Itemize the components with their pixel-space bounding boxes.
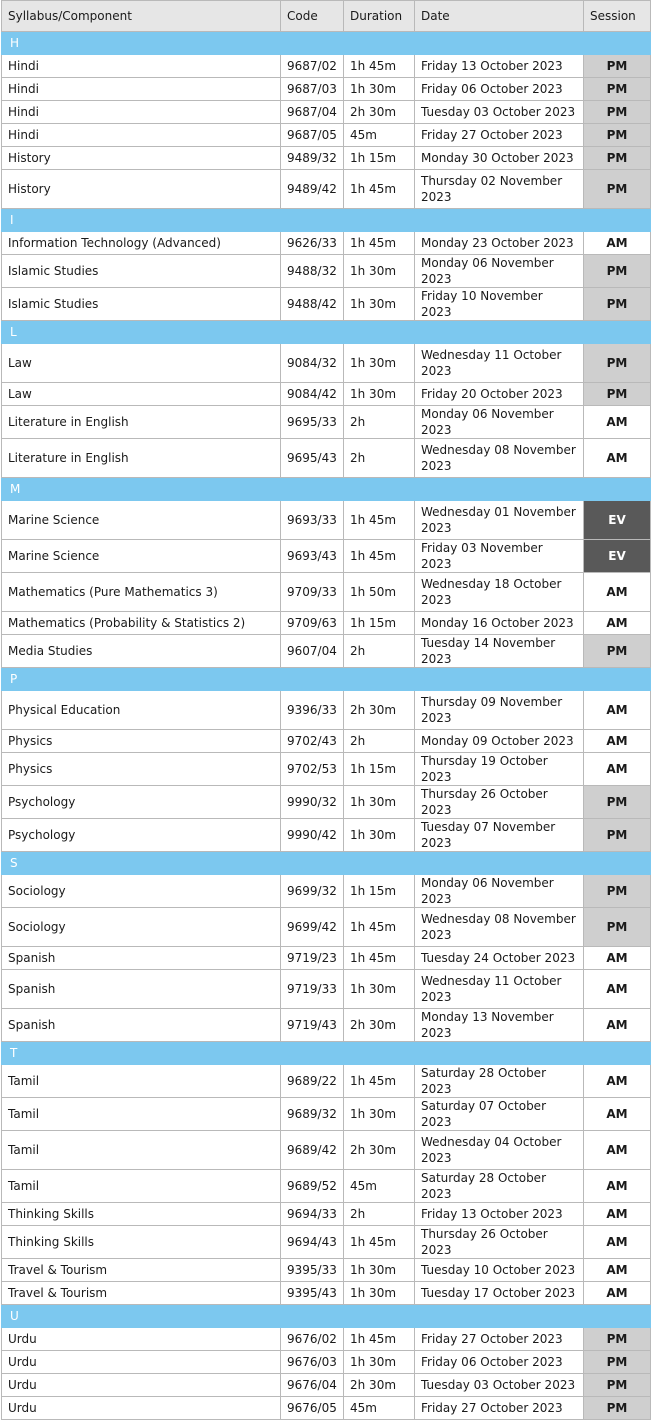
table-row [2,1009,651,1042]
code-cell: 9676/04 [281,1374,344,1397]
date-cell: Saturday 07 October 2023 [415,1098,584,1131]
session-badge: AM [584,439,651,478]
duration-cell: 1h 45m [344,1226,415,1259]
table-row [2,255,651,288]
table-row [2,786,651,819]
table-row [2,573,651,612]
date-cell: Tuesday 24 October 2023 [415,947,584,970]
session-badge: AM [584,1009,651,1042]
table-row [2,1259,651,1282]
duration-cell: 1h 30m [344,819,415,852]
date-cell: Monday 13 November 2023 [415,1009,584,1042]
table-row [2,730,651,753]
section-header-m [2,478,651,501]
date-cell: Tuesday 03 October 2023 [415,1374,584,1397]
duration-cell: 1h 45m [344,947,415,970]
syllabus-cell: Sociology [2,908,281,947]
session-badge: PM [584,124,651,147]
session-badge: PM [584,1374,651,1397]
session-badge: AM [584,1282,651,1305]
date-cell: Thursday 02 November 2023 [415,170,584,209]
section-letter: P [2,668,651,691]
duration-cell: 1h 45m [344,170,415,209]
code-cell: 9084/32 [281,344,344,383]
duration-cell: 45m [344,1170,415,1203]
syllabus-cell: Thinking Skills [2,1203,281,1226]
section-letter: I [2,209,651,232]
code-cell: 9687/05 [281,124,344,147]
table-row [2,1351,651,1374]
code-cell: 9693/43 [281,540,344,573]
date-cell: Monday 06 November 2023 [415,875,584,908]
header-session: Session [584,1,651,32]
syllabus-cell: Mathematics (Pure Mathematics 3) [2,573,281,612]
duration-cell: 45m [344,124,415,147]
session-badge: AM [584,970,651,1009]
table-row [2,1226,651,1259]
session-badge: PM [584,908,651,947]
syllabus-cell: Hindi [2,55,281,78]
date-cell: Wednesday 08 November 2023 [415,908,584,947]
section-letter: S [2,852,651,875]
code-cell: 9687/02 [281,55,344,78]
date-cell: Saturday 28 October 2023 [415,1170,584,1203]
syllabus-cell: Tamil [2,1098,281,1131]
session-badge: PM [584,344,651,383]
syllabus-cell: Tamil [2,1065,281,1098]
table-row [2,908,651,947]
date-cell: Saturday 28 October 2023 [415,1065,584,1098]
date-cell: Wednesday 08 November 2023 [415,439,584,478]
code-cell: 9719/43 [281,1009,344,1042]
table-row [2,612,651,635]
duration-cell: 1h 30m [344,1351,415,1374]
date-cell: Wednesday 04 October 2023 [415,1131,584,1170]
session-badge: PM [584,78,651,101]
session-badge: AM [584,1065,651,1098]
duration-cell: 1h 30m [344,255,415,288]
syllabus-cell: Spanish [2,1009,281,1042]
header-duration: Duration [344,1,415,32]
syllabus-cell: Travel & Tourism [2,1259,281,1282]
table-row [2,1397,651,1420]
table-row [2,1170,651,1203]
date-cell: Monday 09 October 2023 [415,730,584,753]
syllabus-cell: Urdu [2,1374,281,1397]
session-badge: PM [584,819,651,852]
session-badge: PM [584,170,651,209]
code-cell: 9395/33 [281,1259,344,1282]
code-cell: 9488/42 [281,288,344,321]
duration-cell: 1h 30m [344,78,415,101]
duration-cell: 1h 15m [344,753,415,786]
session-badge: PM [584,1351,651,1374]
code-cell: 9687/04 [281,101,344,124]
syllabus-cell: Psychology [2,786,281,819]
code-cell: 9689/22 [281,1065,344,1098]
date-cell: Friday 03 November 2023 [415,540,584,573]
date-cell: Thursday 19 October 2023 [415,753,584,786]
syllabus-cell: Urdu [2,1397,281,1420]
table-row [2,344,651,383]
code-cell: 9709/63 [281,612,344,635]
syllabus-cell: Islamic Studies [2,255,281,288]
date-cell: Friday 27 October 2023 [415,124,584,147]
table-row [2,1374,651,1397]
section-letter: M [2,478,651,501]
syllabus-cell: Mathematics (Probability & Statistics 2) [2,612,281,635]
syllabus-cell: Information Technology (Advanced) [2,232,281,255]
syllabus-cell: Law [2,383,281,406]
date-cell: Wednesday 11 October 2023 [415,344,584,383]
syllabus-cell: Physics [2,730,281,753]
code-cell: 9676/05 [281,1397,344,1420]
section-header-t [2,1042,651,1065]
duration-cell: 2h 30m [344,101,415,124]
session-badge: PM [584,288,651,321]
session-badge: PM [584,101,651,124]
duration-cell: 1h 30m [344,383,415,406]
syllabus-cell: Hindi [2,101,281,124]
date-cell: Friday 13 October 2023 [415,55,584,78]
code-cell: 9709/33 [281,573,344,612]
code-cell: 9488/32 [281,255,344,288]
syllabus-cell: Literature in English [2,406,281,439]
session-badge: AM [584,1203,651,1226]
syllabus-cell: Media Studies [2,635,281,668]
session-badge: PM [584,147,651,170]
date-cell: Tuesday 10 October 2023 [415,1259,584,1282]
table-row [2,1098,651,1131]
code-cell: 9693/33 [281,501,344,540]
table-row [2,288,651,321]
date-cell: Tuesday 03 October 2023 [415,101,584,124]
duration-cell: 1h 30m [344,970,415,1009]
session-badge: AM [584,1170,651,1203]
table-row [2,101,651,124]
syllabus-cell: Urdu [2,1328,281,1351]
session-badge: EV [584,540,651,573]
date-cell: Thursday 26 October 2023 [415,1226,584,1259]
code-cell: 9695/43 [281,439,344,478]
code-cell: 9689/42 [281,1131,344,1170]
header-syllabus: Syllabus/Component [2,1,281,32]
date-cell: Friday 20 October 2023 [415,383,584,406]
code-cell: 9990/42 [281,819,344,852]
syllabus-cell: Urdu [2,1351,281,1374]
session-badge: PM [584,635,651,668]
duration-cell: 2h 30m [344,1009,415,1042]
session-badge: PM [584,786,651,819]
code-cell: 9689/32 [281,1098,344,1131]
code-cell: 9702/43 [281,730,344,753]
code-cell: 9626/33 [281,232,344,255]
section-header-l [2,321,651,344]
date-cell: Friday 06 October 2023 [415,78,584,101]
code-cell: 9990/32 [281,786,344,819]
duration-cell: 1h 30m [344,288,415,321]
table-row [2,819,651,852]
duration-cell: 2h 30m [344,1131,415,1170]
session-badge: AM [584,573,651,612]
header-code: Code [281,1,344,32]
syllabus-cell: History [2,147,281,170]
syllabus-cell: Spanish [2,947,281,970]
duration-cell: 1h 30m [344,1098,415,1131]
duration-cell: 1h 15m [344,612,415,635]
header-row [2,1,651,32]
date-cell: Friday 27 October 2023 [415,1397,584,1420]
duration-cell: 2h [344,635,415,668]
code-cell: 9719/33 [281,970,344,1009]
duration-cell: 1h 45m [344,540,415,573]
code-cell: 9396/33 [281,691,344,730]
code-cell: 9719/23 [281,947,344,970]
table-row [2,540,651,573]
table-row [2,1131,651,1170]
date-cell: Friday 10 November 2023 [415,288,584,321]
duration-cell: 1h 15m [344,147,415,170]
date-cell: Thursday 09 November 2023 [415,691,584,730]
session-badge: AM [584,691,651,730]
duration-cell: 1h 30m [344,786,415,819]
date-cell: Monday 16 October 2023 [415,612,584,635]
code-cell: 9676/03 [281,1351,344,1374]
syllabus-cell: Hindi [2,78,281,101]
duration-cell: 2h [344,406,415,439]
table-row [2,875,651,908]
syllabus-cell: Thinking Skills [2,1226,281,1259]
timetable-body [2,32,651,1420]
code-cell: 9689/52 [281,1170,344,1203]
session-badge: PM [584,1328,651,1351]
code-cell: 9694/33 [281,1203,344,1226]
duration-cell: 2h 30m [344,1374,415,1397]
syllabus-cell: Marine Science [2,501,281,540]
syllabus-cell: Islamic Studies [2,288,281,321]
syllabus-cell: Physical Education [2,691,281,730]
table-row [2,1065,651,1098]
date-cell: Wednesday 01 November 2023 [415,501,584,540]
session-badge: AM [584,1131,651,1170]
syllabus-cell: Law [2,344,281,383]
table-row [2,970,651,1009]
syllabus-cell: Travel & Tourism [2,1282,281,1305]
session-badge: PM [584,875,651,908]
table-row [2,232,651,255]
code-cell: 9699/42 [281,908,344,947]
table-row [2,753,651,786]
table-row [2,55,651,78]
duration-cell: 1h 45m [344,55,415,78]
duration-cell: 1h 45m [344,232,415,255]
date-cell: Wednesday 18 October 2023 [415,573,584,612]
table-row [2,383,651,406]
session-badge: PM [584,383,651,406]
duration-cell: 45m [344,1397,415,1420]
section-header-p [2,668,651,691]
section-header-i [2,209,651,232]
session-badge: AM [584,232,651,255]
code-cell: 9489/32 [281,147,344,170]
session-badge: PM [584,1397,651,1420]
duration-cell: 1h 45m [344,501,415,540]
session-badge: AM [584,612,651,635]
syllabus-cell: Tamil [2,1131,281,1170]
code-cell: 9607/04 [281,635,344,668]
table-row [2,1328,651,1351]
table-row [2,78,651,101]
session-badge: AM [584,406,651,439]
session-badge: AM [584,1259,651,1282]
syllabus-cell: Hindi [2,124,281,147]
section-letter: L [2,321,651,344]
syllabus-cell: Sociology [2,875,281,908]
date-cell: Wednesday 11 October 2023 [415,970,584,1009]
code-cell: 9084/42 [281,383,344,406]
table-row [2,170,651,209]
exam-timetable [1,0,651,1420]
duration-cell: 1h 50m [344,573,415,612]
date-cell: Monday 06 November 2023 [415,255,584,288]
date-cell: Friday 27 October 2023 [415,1328,584,1351]
duration-cell: 1h 30m [344,1259,415,1282]
duration-cell: 2h [344,730,415,753]
section-header-h [2,32,651,55]
code-cell: 9489/42 [281,170,344,209]
duration-cell: 1h 45m [344,908,415,947]
duration-cell: 1h 15m [344,875,415,908]
syllabus-cell: Psychology [2,819,281,852]
date-cell: Tuesday 17 October 2023 [415,1282,584,1305]
date-cell: Monday 23 October 2023 [415,232,584,255]
duration-cell: 2h [344,439,415,478]
code-cell: 9676/02 [281,1328,344,1351]
date-cell: Tuesday 14 November 2023 [415,635,584,668]
syllabus-cell: Literature in English [2,439,281,478]
session-badge: EV [584,501,651,540]
table-row [2,501,651,540]
session-badge: AM [584,947,651,970]
table-row [2,635,651,668]
date-cell: Thursday 26 October 2023 [415,786,584,819]
syllabus-cell: Physics [2,753,281,786]
table-row [2,691,651,730]
section-header-u [2,1305,651,1328]
code-cell: 9699/32 [281,875,344,908]
code-cell: 9687/03 [281,78,344,101]
session-badge: AM [584,1226,651,1259]
session-badge: AM [584,1098,651,1131]
syllabus-cell: Tamil [2,1170,281,1203]
session-badge: PM [584,255,651,288]
table-row [2,1282,651,1305]
code-cell: 9695/33 [281,406,344,439]
table-row [2,147,651,170]
duration-cell: 1h 45m [344,1065,415,1098]
code-cell: 9694/43 [281,1226,344,1259]
section-letter: H [2,32,651,55]
section-letter: T [2,1042,651,1065]
table-row [2,406,651,439]
session-badge: PM [584,55,651,78]
date-cell: Tuesday 07 November 2023 [415,819,584,852]
header-date: Date [415,1,584,32]
code-cell: 9395/43 [281,1282,344,1305]
table-row [2,1203,651,1226]
date-cell: Monday 30 October 2023 [415,147,584,170]
duration-cell: 1h 45m [344,1328,415,1351]
duration-cell: 1h 30m [344,344,415,383]
date-cell: Monday 06 November 2023 [415,406,584,439]
code-cell: 9702/53 [281,753,344,786]
table-row [2,947,651,970]
duration-cell: 1h 30m [344,1282,415,1305]
duration-cell: 2h [344,1203,415,1226]
syllabus-cell: History [2,170,281,209]
date-cell: Friday 13 October 2023 [415,1203,584,1226]
section-letter: U [2,1305,651,1328]
table-row [2,439,651,478]
duration-cell: 2h 30m [344,691,415,730]
syllabus-cell: Spanish [2,970,281,1009]
session-badge: AM [584,753,651,786]
syllabus-cell: Marine Science [2,540,281,573]
section-header-s [2,852,651,875]
session-badge: AM [584,730,651,753]
date-cell: Friday 06 October 2023 [415,1351,584,1374]
table-row [2,124,651,147]
